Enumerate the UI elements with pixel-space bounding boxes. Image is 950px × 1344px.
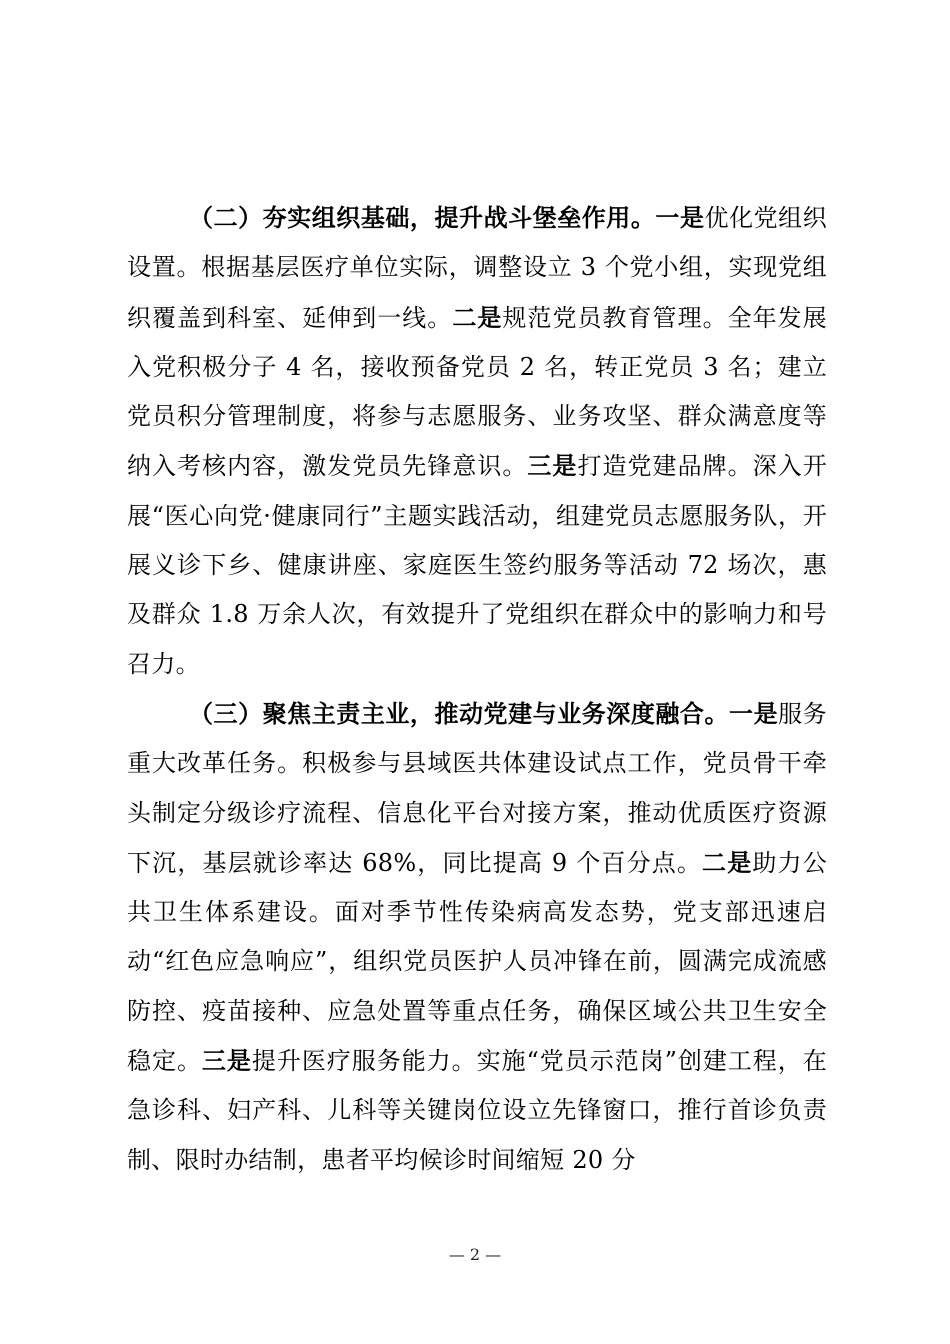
point-text: 助力公共卫生体系建设。面对季节性传染病高发态势，党支部迅速启动“红色应急响应”，组织党员医护人员冲锋在前，圆满完成流感防控、疫苗接种、应急处置等重点任务，确保区域公共卫生安全稳定。 — [127, 848, 827, 1076]
point-marker: 一是 — [729, 698, 779, 728]
point-marker: 三是 — [527, 451, 578, 481]
paragraph-organization-foundation — [127, 193, 827, 689]
point-marker: 三是 — [201, 1046, 252, 1076]
document-body — [127, 193, 827, 1185]
point-marker: 二是 — [452, 302, 503, 332]
point-marker: 二是 — [702, 847, 753, 877]
point-text: 服务重大改革任务。积极参与县域医共体建设试点工作，党员骨干牵头制定分级诊疗流程、信息化平台对接方案，推动优质医疗资源下沉，基层就诊率达 68%，同比提高 9 个百分点。 — [127, 699, 827, 877]
paragraph-business-integration — [127, 689, 827, 1185]
point-text: 优化党组织设置。根据基层医疗单位实际，调整设立 3 个党小组，实现党组织覆盖到科室、延伸到一线。 — [127, 204, 828, 332]
point-text: 打造党建品牌。深入开展“医心向党·健康同行”主题实践活动，组建党员志愿服务队，开展义诊下乡、健康讲座、家庭医生签约服务等活动 72 场次，惠及群众 1.8 万余人次，有效提升了党组织在群众中的影响力和号召力。 — [127, 452, 827, 678]
point-text: 提升医疗服务能力。实施“党员示范岗”创建工程，在急诊科、妇产科、儿科等关键岗位设立先锋窗口，推行首诊负责制、限时办结制，患者平均候诊时间缩短 20 分 — [127, 1047, 828, 1174]
point-marker: 一是 — [655, 203, 705, 232]
point-text: 规范党员教育管理。全年发展入党积极分子 4 名，接收预备党员 2 名，转正党员 3 名；建立党员积分管理制度，将参与志愿服务、业务攻坚、群众满意度等纳入考核内容，激发党员先锋意识。 — [127, 303, 827, 481]
section-heading: （二）夯实组织基础，提升战斗堡垒作用。 — [189, 203, 656, 232]
page-number: — 2 — — [448, 1245, 502, 1264]
section-heading: （三）聚焦主责主业，推动党建与业务深度融合。 — [189, 698, 730, 728]
